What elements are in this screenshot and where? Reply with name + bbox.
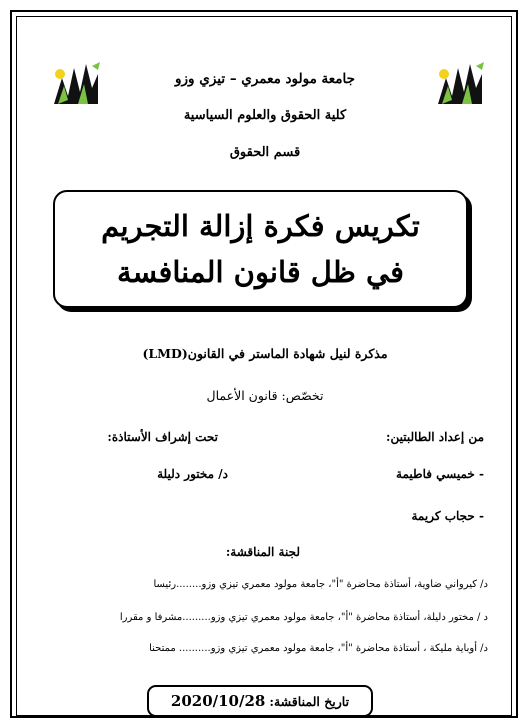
degree-statement: مذكرة لنيل شهادة الماستر في القانون(LMD) — [142, 346, 388, 361]
thesis-title-line-1: تكريس فكرة إزالة التجريم — [101, 209, 420, 243]
committee-member-3: د/ أوباية مليكة ، أستاذة محاضرة "أ"، جامعة مولود معمري تيزي وزو.......... ممتحنا — [149, 643, 488, 654]
thesis-title-line-2: في ظل قانون المنافسة — [117, 255, 404, 289]
university-name: جامعة مولود معمري – تيزي وزو — [175, 71, 355, 87]
defense-date: 2020/10/28 — [170, 692, 266, 710]
prepared-by-label: من إعداد الطالبتين: — [386, 430, 484, 444]
committee-member-2: د / مختور دليلة، أستاذة محاضرة "أ"، جامعة مولود معمري تيزي وزو.........مشرفا و مقررا — [119, 612, 488, 623]
student-name-1: - خميسي فاطيمة — [396, 467, 484, 481]
department-name: قسم الحقوق — [229, 145, 301, 160]
supervisor-name: د/ مختور دليلة — [157, 467, 228, 481]
committee-member-1: د/ كيرواني ضاوية، أستاذة محاضرة "أ"، جامعة مولود معمري تيزي وزو........رئيسا — [153, 579, 488, 590]
defense-date-label: تاريخ المناقشة: — [269, 693, 350, 709]
faculty-name: كلية الحقوق والعلوم السياسية — [183, 108, 347, 123]
student-name-2: - حجاب كريمة — [411, 509, 484, 523]
supervision-label: تحت إشراف الأستاذة: — [107, 430, 218, 444]
specialization: تخصّص: قانون الأعمال — [206, 388, 324, 403]
defense-date-box — [147, 685, 373, 717]
thesis-title-box — [53, 190, 468, 308]
committee-label: لجنة المناقشة: — [225, 545, 300, 559]
